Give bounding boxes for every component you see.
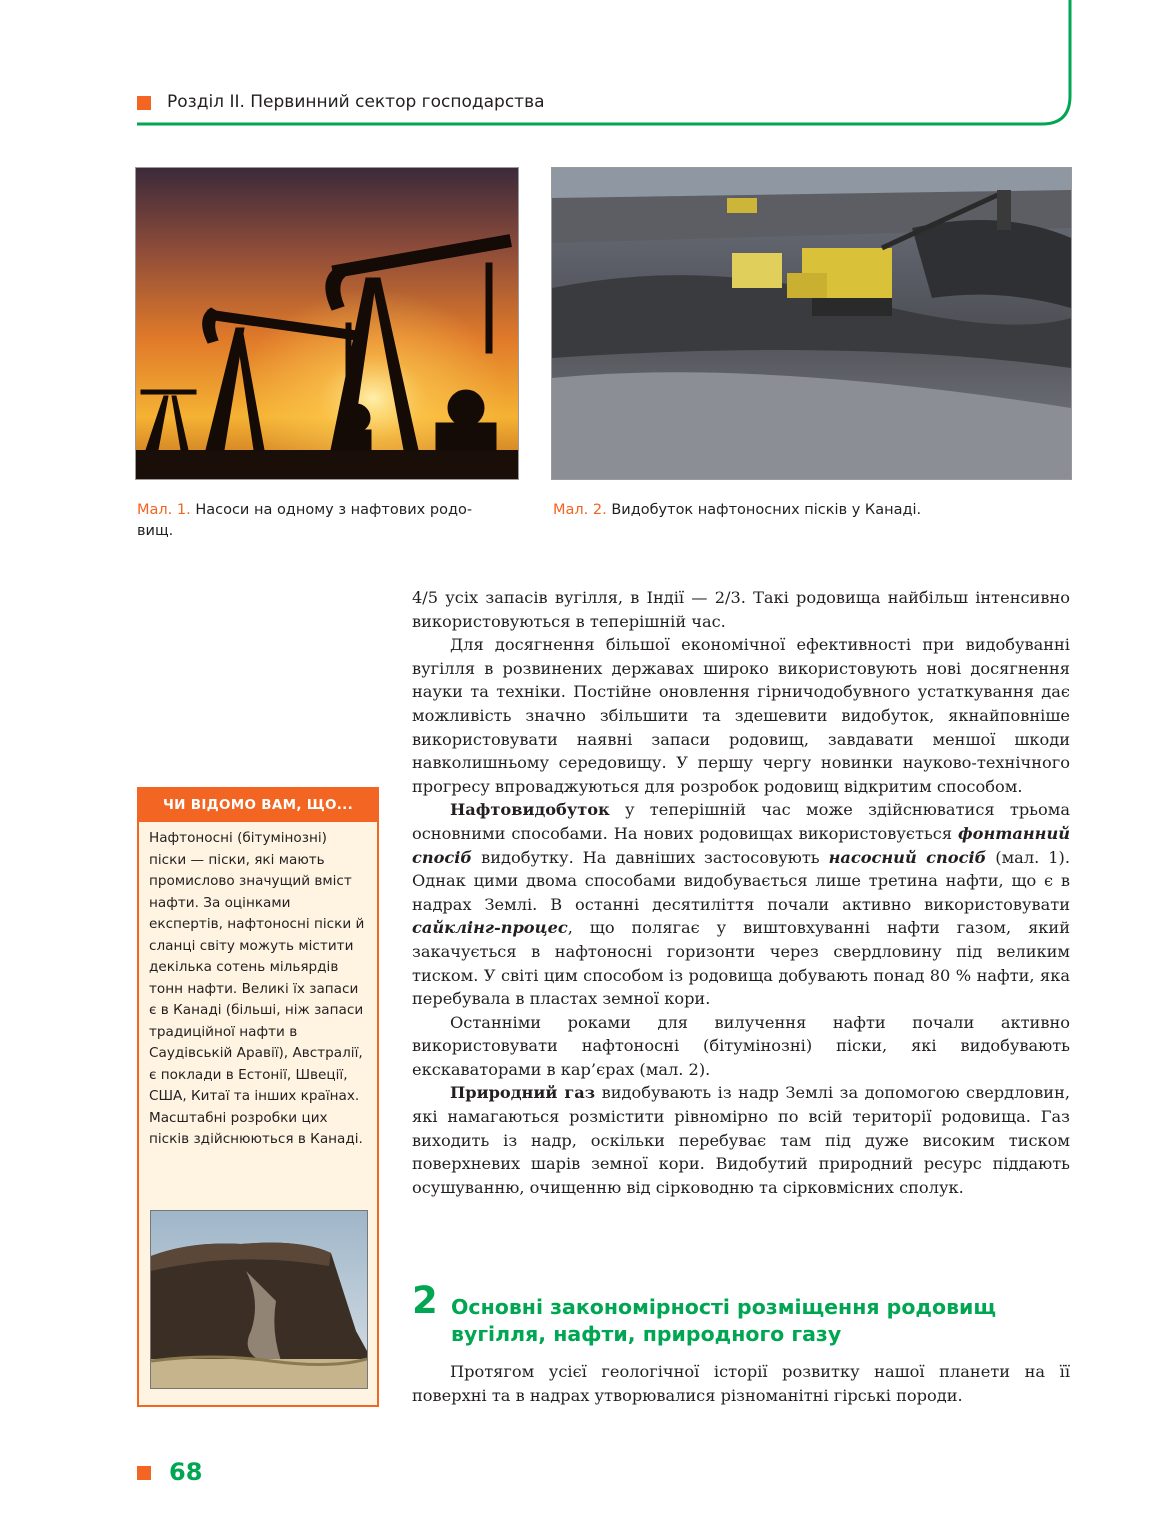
paragraph-3 bbox=[412, 798, 1070, 1010]
oil-sands-mining-photo bbox=[551, 167, 1072, 480]
did-you-know-title: ЧИ ВІДОМО ВАМ, ЩО... bbox=[139, 789, 377, 822]
paragraph-3-text-3: (мал. 1). Однак цими двома способами видобувається лише третина нафти, що є в надрах Землі. В останні десятиліття почали активно використовувати bbox=[412, 847, 1070, 914]
paragraph-1: 4/5 усіх запасів вугілля, в Індії — 2/3. Такі родовища найбільш інтенсивно використовуються в теперішній час. bbox=[412, 588, 1070, 631]
main-body-text bbox=[412, 586, 1070, 1199]
term-natural-gas: Природний газ bbox=[450, 1083, 596, 1103]
oil-pumps-photo bbox=[135, 167, 519, 480]
term-oil-extraction: Нафтовидобуток bbox=[450, 800, 610, 820]
figure-1-label: Мал. 1. bbox=[137, 502, 191, 518]
paragraph-3-text-1: у теперішній час може здійснюватися трьома основними способами. На нових родовищах використовується bbox=[412, 800, 1070, 843]
page-number: 68 bbox=[169, 1458, 203, 1486]
term-cycling-process: сайклінг-процес bbox=[412, 918, 568, 938]
paragraph-2: Для досягнення більшої економічної ефективності при видобуванні вугілля в розвинених державах широко використовують нові досягнення науки та техніки. Постійне оновлення гірничодобувного устаткування дає можливість значно збільшити та здешевити видобуток, якнайповніше використовувати наявні запаси родовищ, завдавати меншої шкоди навколишньому середовищу. У першу чергу новинки науково-технічного прогресу впроваджуються для розробок родовищ відкритим способом. bbox=[412, 635, 1070, 796]
term-flowing-method: фонтанний спосіб bbox=[412, 823, 1070, 867]
header-marker bbox=[137, 96, 151, 110]
figure-1-text: Насоси на одному з нафтових родо-вищ. bbox=[137, 502, 473, 539]
did-you-know-text: Нафтоносні (бітумінозні) піски — піски, які мають промислово значущий вміст нафти. За оцінками експертів, нафтоносні піски й сланці світу можуть містити декілька сотень мільярдів тонн нафти. Великі їх запаси є в Канаді (більші, ніж запаси традиційної нафти в Саудівській Аравії), Австралії, є поклади в Естонії, Швеції, США, Китаї та інших країнах. Масштабні розробки цих пісків здійснюються в Канаді. bbox=[149, 830, 365, 1147]
figure-1-caption bbox=[137, 500, 495, 542]
chapter-title: Розділ ІІ. Первинний сектор господарства bbox=[167, 92, 545, 112]
section-paragraph: Протягом усієї геологічної історії розвитку нашої планети на її поверхні та в надрах утворювалися різноманітні гірські породи. bbox=[412, 1362, 1070, 1405]
paragraph-3-text-2: видобутку. На давніших застосовують bbox=[472, 847, 829, 867]
did-you-know-box bbox=[137, 787, 379, 1407]
figure-2-text: Видобуток нафтоносних пісків у Канаді. bbox=[611, 502, 922, 518]
section-number: 2 bbox=[412, 1279, 438, 1322]
section-title: Основні закономірності розміщення родовищ вугілля, нафти, природного газу bbox=[451, 1295, 997, 1346]
paragraph-3-text-4: , що полягає у виштовхуванні нафти газом, який закачується в нафтоносні горизонти через свердловину під великим тиском. У світі цим способом із родовища добувають понад 80 % нафти, яка перебувала в пластах земної кори. bbox=[412, 918, 1070, 1009]
paragraph-4: Останніми роками для вилучення нафти почали активно використовувати нафтоносні (бітумінозні) піски, які видобувають екскаваторами в кар’єрах (мал. 2). bbox=[412, 1012, 1070, 1079]
term-pump-method: насосний спосіб bbox=[828, 847, 987, 867]
bitumen-cliff-photo bbox=[150, 1210, 368, 1389]
paragraph-5 bbox=[412, 1081, 1070, 1199]
paragraph-5-text: видобувають із надр Землі за допомогою свердловин, які намагаються розмістити рівномірно по всій території родовища. Газ виходить із надр, оскільки перебуває там під дуже високим тиском поверхневих шарів земної кори. Видобутий природний ресурс піддають осушуванню, очищенню від сірководню та сірковмісних сполук. bbox=[412, 1083, 1070, 1197]
figure-2-label: Мал. 2. bbox=[553, 502, 607, 518]
page-marker bbox=[137, 1466, 151, 1480]
figure-2-caption bbox=[553, 500, 1053, 521]
